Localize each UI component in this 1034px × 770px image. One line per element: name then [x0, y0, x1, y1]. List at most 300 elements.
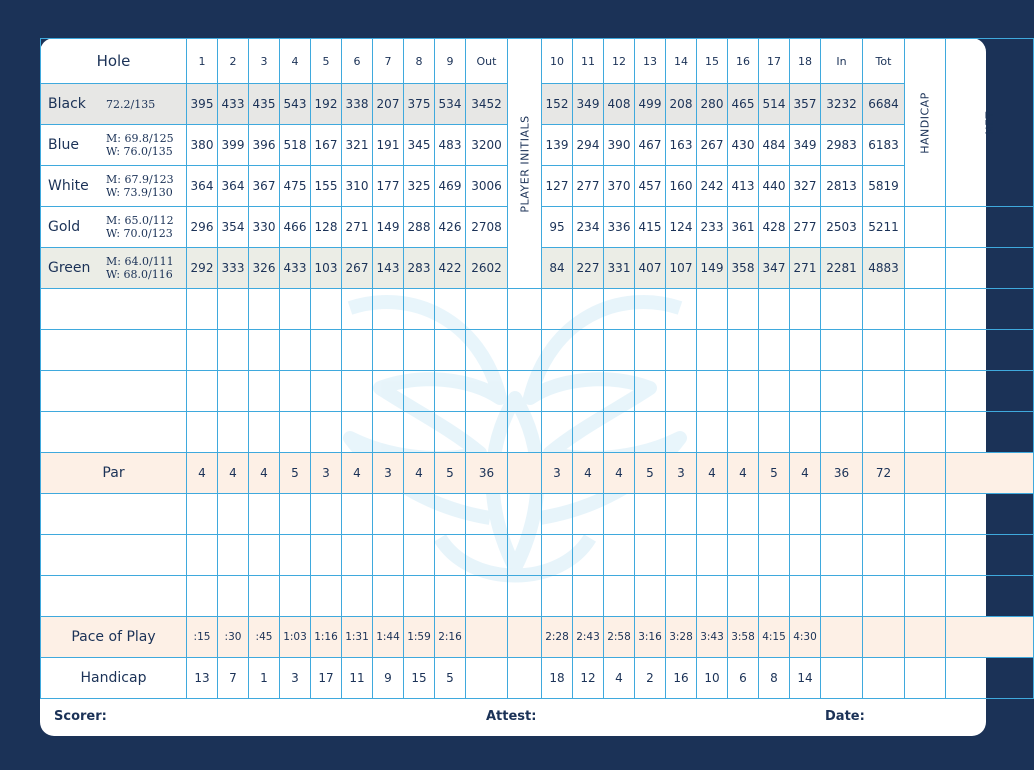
tee-label-cell: [41, 125, 187, 166]
par-cell: 3: [373, 453, 404, 494]
yardage-cell: 167: [311, 125, 342, 166]
yardage-cell: 283: [404, 248, 435, 289]
yardage-cell: 267: [342, 248, 373, 289]
in-score-cell[interactable]: [821, 576, 863, 617]
tee-rating-line: W: 70.0/123: [106, 227, 173, 240]
pace-cell: 4:30: [790, 617, 821, 658]
score-cell[interactable]: [218, 371, 249, 412]
yardage-cell: 375: [404, 84, 435, 125]
score-cell[interactable]: [249, 330, 280, 371]
score-cell[interactable]: [542, 289, 573, 330]
score-cell[interactable]: [697, 289, 728, 330]
score-cell[interactable]: [187, 330, 218, 371]
score-cell[interactable]: [373, 535, 404, 576]
tot-yardage: 4883: [863, 248, 905, 289]
score-cell[interactable]: [373, 330, 404, 371]
par-cell: 4: [604, 453, 635, 494]
tee-rating-line: W: 76.0/135: [106, 145, 173, 158]
player-score-row: [41, 371, 1034, 412]
yardage-cell: 514: [759, 84, 790, 125]
score-cell[interactable]: [435, 494, 466, 535]
score-cell[interactable]: [280, 289, 311, 330]
score-cell[interactable]: [249, 412, 280, 453]
score-cell[interactable]: [728, 494, 759, 535]
hole-number: 9: [435, 39, 466, 84]
handicap-score-cell[interactable]: [905, 576, 946, 617]
handicap-score-cell: [905, 617, 946, 658]
score-cell[interactable]: [311, 371, 342, 412]
handicap-cell: 2: [635, 658, 666, 699]
handicap-cell: 14: [790, 658, 821, 699]
score-cell[interactable]: [666, 371, 697, 412]
score-cell[interactable]: [666, 494, 697, 535]
score-cell[interactable]: [218, 576, 249, 617]
yardage-cell: 407: [635, 248, 666, 289]
handicap-cell: 6: [728, 658, 759, 699]
net-score-cell[interactable]: [946, 535, 1034, 576]
score-cell[interactable]: [604, 494, 635, 535]
score-cell[interactable]: [604, 412, 635, 453]
player-name-cell[interactable]: [41, 371, 187, 412]
handicap-out: [466, 658, 508, 699]
player-name-cell[interactable]: [41, 535, 187, 576]
initials-cell: [508, 617, 542, 658]
tee-name: Black: [48, 96, 86, 112]
yardage-cell: 331: [604, 248, 635, 289]
signature-footer: [40, 696, 986, 736]
pace-cell: 1:59: [404, 617, 435, 658]
yardage-cell: 277: [573, 166, 604, 207]
par-label: Par: [41, 453, 187, 494]
score-cell[interactable]: [404, 494, 435, 535]
initials-cell[interactable]: [508, 412, 542, 453]
score-cell[interactable]: [759, 576, 790, 617]
pace-cell: :15: [187, 617, 218, 658]
score-cell[interactable]: [280, 412, 311, 453]
score-cell[interactable]: [790, 289, 821, 330]
tot-header: Tot: [863, 39, 905, 84]
out-score-cell[interactable]: [466, 289, 508, 330]
initials-cell[interactable]: [508, 494, 542, 535]
par-cell: 4: [249, 453, 280, 494]
pace-cell: 2:43: [573, 617, 604, 658]
tot-score-cell[interactable]: [863, 535, 905, 576]
score-cell[interactable]: [790, 330, 821, 371]
score-cell[interactable]: [435, 289, 466, 330]
yardage-cell: 294: [573, 125, 604, 166]
score-cell[interactable]: [790, 371, 821, 412]
par-cell: 4: [342, 453, 373, 494]
score-cell[interactable]: [280, 535, 311, 576]
handicap-score-cell[interactable]: [905, 207, 946, 248]
score-cell[interactable]: [790, 494, 821, 535]
out-yardage: 2708: [466, 207, 508, 248]
score-cell[interactable]: [249, 371, 280, 412]
score-cell[interactable]: [790, 576, 821, 617]
score-cell[interactable]: [759, 330, 790, 371]
yardage-cell: 361: [728, 207, 759, 248]
player-name-cell[interactable]: [41, 576, 187, 617]
yardage-cell: 271: [790, 248, 821, 289]
out-score-cell[interactable]: [466, 412, 508, 453]
score-cell[interactable]: [311, 330, 342, 371]
in-yardage: 2983: [821, 125, 863, 166]
tee-rating: [106, 173, 174, 199]
score-cell[interactable]: [373, 289, 404, 330]
net-score-cell[interactable]: [946, 330, 1034, 371]
score-cell[interactable]: [280, 330, 311, 371]
handicap-cell: 10: [697, 658, 728, 699]
score-cell[interactable]: [635, 330, 666, 371]
player-name-cell[interactable]: [41, 289, 187, 330]
score-cell[interactable]: [759, 494, 790, 535]
score-cell[interactable]: [666, 289, 697, 330]
score-cell[interactable]: [187, 494, 218, 535]
handicap-score-cell[interactable]: [905, 412, 946, 453]
player-score-row: [41, 412, 1034, 453]
score-cell[interactable]: [249, 576, 280, 617]
score-cell[interactable]: [635, 494, 666, 535]
score-cell[interactable]: [697, 535, 728, 576]
score-cell[interactable]: [666, 535, 697, 576]
tot-score-cell[interactable]: [863, 412, 905, 453]
score-cell[interactable]: [187, 371, 218, 412]
net-score-cell[interactable]: [946, 289, 1034, 330]
tee-label-cell: [41, 84, 187, 125]
handicap-cell: 16: [666, 658, 697, 699]
score-cell[interactable]: [218, 494, 249, 535]
score-cell[interactable]: [604, 289, 635, 330]
score-cell[interactable]: [573, 535, 604, 576]
net-score-cell[interactable]: [946, 576, 1034, 617]
score-cell[interactable]: [728, 576, 759, 617]
score-cell[interactable]: [573, 494, 604, 535]
score-cell[interactable]: [373, 371, 404, 412]
pace-cell: 3:43: [697, 617, 728, 658]
yardage-cell: 422: [435, 248, 466, 289]
score-cell[interactable]: [187, 535, 218, 576]
score-cell[interactable]: [759, 289, 790, 330]
handicap-score-cell[interactable]: [905, 535, 946, 576]
score-cell[interactable]: [373, 412, 404, 453]
handicap-score-cell[interactable]: [905, 371, 946, 412]
score-cell[interactable]: [542, 494, 573, 535]
score-cell[interactable]: [342, 330, 373, 371]
tot-yardage: 6684: [863, 84, 905, 125]
score-cell[interactable]: [573, 576, 604, 617]
net-header: NET: [983, 110, 996, 135]
score-cell[interactable]: [280, 494, 311, 535]
net-score-cell[interactable]: [946, 494, 1034, 535]
score-cell[interactable]: [573, 371, 604, 412]
pace-label: Pace of Play: [41, 617, 187, 658]
score-cell[interactable]: [635, 535, 666, 576]
score-cell[interactable]: [342, 371, 373, 412]
score-cell[interactable]: [435, 371, 466, 412]
score-cell[interactable]: [666, 412, 697, 453]
score-cell[interactable]: [435, 576, 466, 617]
attest-label: Attest:: [486, 709, 537, 724]
yardage-cell: 358: [728, 248, 759, 289]
yardage-cell: 292: [187, 248, 218, 289]
out-score-cell[interactable]: [466, 576, 508, 617]
score-cell[interactable]: [435, 535, 466, 576]
hole-number: 15: [697, 39, 728, 84]
score-cell[interactable]: [697, 576, 728, 617]
player-score-row: [41, 576, 1034, 617]
yardage-cell: 408: [604, 84, 635, 125]
score-cell[interactable]: [311, 412, 342, 453]
yardage-cell: 435: [249, 84, 280, 125]
yardage-cell: 325: [404, 166, 435, 207]
out-score-cell[interactable]: [466, 494, 508, 535]
score-cell[interactable]: [604, 371, 635, 412]
score-cell[interactable]: [249, 494, 280, 535]
score-cell[interactable]: [604, 576, 635, 617]
yardage-cell: 354: [218, 207, 249, 248]
score-cell[interactable]: [342, 576, 373, 617]
player-name-cell[interactable]: [41, 494, 187, 535]
yardage-cell: 543: [280, 84, 311, 125]
score-cell[interactable]: [542, 412, 573, 453]
score-cell[interactable]: [404, 289, 435, 330]
score-cell[interactable]: [404, 330, 435, 371]
in-score-cell[interactable]: [821, 371, 863, 412]
score-cell[interactable]: [759, 412, 790, 453]
yardage-cell: 149: [697, 248, 728, 289]
score-cell[interactable]: [790, 535, 821, 576]
score-cell[interactable]: [666, 330, 697, 371]
yardage-cell: 349: [573, 84, 604, 125]
net-score-cell[interactable]: [946, 412, 1034, 453]
tee-rating-line: M: 67.9/123: [106, 173, 174, 186]
score-cell[interactable]: [218, 412, 249, 453]
tot-score-cell[interactable]: [863, 289, 905, 330]
score-cell[interactable]: [342, 494, 373, 535]
net-score-cell[interactable]: [946, 371, 1034, 412]
score-cell[interactable]: [697, 412, 728, 453]
score-cell[interactable]: [604, 535, 635, 576]
in-yardage: 2503: [821, 207, 863, 248]
par-cell: 4: [728, 453, 759, 494]
tee-name: Blue: [48, 137, 79, 153]
score-cell[interactable]: [604, 330, 635, 371]
tee-rating: [106, 255, 174, 281]
score-cell[interactable]: [218, 330, 249, 371]
in-score-cell[interactable]: [821, 494, 863, 535]
score-cell[interactable]: [404, 576, 435, 617]
yardage-cell: 467: [635, 125, 666, 166]
par-cell: 5: [280, 453, 311, 494]
out-yardage: 3200: [466, 125, 508, 166]
score-cell[interactable]: [187, 412, 218, 453]
par-cell: 4: [404, 453, 435, 494]
scorecard-grid: [40, 38, 1034, 699]
score-cell[interactable]: [635, 289, 666, 330]
out-header: Out: [466, 39, 508, 84]
tot-score-cell[interactable]: [863, 576, 905, 617]
tee-rating-line: M: 65.0/112: [106, 214, 174, 227]
pace-cell: 3:16: [635, 617, 666, 658]
tot-yardage: 5211: [863, 207, 905, 248]
par-cell: 4: [697, 453, 728, 494]
handicap-row: [41, 658, 1034, 699]
score-cell[interactable]: [404, 412, 435, 453]
out-score-cell[interactable]: [466, 535, 508, 576]
par-cell: 4: [187, 453, 218, 494]
handicap-score-cell: [905, 453, 946, 494]
handicap-score-cell[interactable]: [905, 248, 946, 289]
handicap-cell: 12: [573, 658, 604, 699]
scorer-label: Scorer:: [54, 709, 107, 724]
in-score-cell[interactable]: [821, 412, 863, 453]
score-cell[interactable]: [759, 371, 790, 412]
score-cell[interactable]: [728, 371, 759, 412]
score-cell[interactable]: [280, 371, 311, 412]
score-cell[interactable]: [635, 576, 666, 617]
score-cell[interactable]: [635, 412, 666, 453]
in-score-cell[interactable]: [821, 330, 863, 371]
yardage-cell: 177: [373, 166, 404, 207]
score-cell[interactable]: [542, 371, 573, 412]
score-cell[interactable]: [542, 535, 573, 576]
tee-label-cell: [41, 248, 187, 289]
score-cell[interactable]: [404, 371, 435, 412]
yardage-cell: 430: [728, 125, 759, 166]
handicap-cell: 17: [311, 658, 342, 699]
score-cell[interactable]: [187, 289, 218, 330]
tee-name: Green: [48, 260, 91, 276]
handicap-cell: 8: [759, 658, 790, 699]
score-cell[interactable]: [218, 289, 249, 330]
yardage-cell: 433: [280, 248, 311, 289]
yardage-cell: 330: [249, 207, 280, 248]
score-cell[interactable]: [218, 535, 249, 576]
score-cell[interactable]: [404, 535, 435, 576]
score-cell[interactable]: [542, 576, 573, 617]
net-score-cell[interactable]: [946, 207, 1034, 248]
out-score-cell[interactable]: [466, 371, 508, 412]
pace-cell: 3:28: [666, 617, 697, 658]
yardage-cell: 127: [542, 166, 573, 207]
player-score-row: [41, 494, 1034, 535]
yardage-cell: 124: [666, 207, 697, 248]
tot-score-cell[interactable]: [863, 371, 905, 412]
par-cell: 4: [790, 453, 821, 494]
tee-label-cell: [41, 207, 187, 248]
yardage-cell: 271: [342, 207, 373, 248]
score-cell[interactable]: [790, 412, 821, 453]
handicap-tot: [863, 658, 905, 699]
initials-cell[interactable]: [508, 371, 542, 412]
score-cell[interactable]: [697, 494, 728, 535]
hole-number: 5: [311, 39, 342, 84]
yardage-cell: 149: [373, 207, 404, 248]
score-cell[interactable]: [635, 371, 666, 412]
out-yardage: 3006: [466, 166, 508, 207]
initials-cell[interactable]: [508, 289, 542, 330]
pace-cell: 1:16: [311, 617, 342, 658]
player-name-cell[interactable]: [41, 330, 187, 371]
yardage-cell: 357: [790, 84, 821, 125]
tee-rating-line: 72.2/135: [106, 97, 156, 111]
handicap-score-cell[interactable]: [905, 494, 946, 535]
hole-number: 16: [728, 39, 759, 84]
handicap-score-cell[interactable]: [905, 289, 946, 330]
initials-cell[interactable]: [508, 535, 542, 576]
score-cell[interactable]: [373, 576, 404, 617]
score-cell[interactable]: [573, 289, 604, 330]
initials-cell[interactable]: [508, 576, 542, 617]
header-row: [41, 39, 1034, 84]
score-cell[interactable]: [573, 412, 604, 453]
yardage-cell: 415: [635, 207, 666, 248]
score-cell[interactable]: [342, 535, 373, 576]
hole-number: 17: [759, 39, 790, 84]
score-cell[interactable]: [311, 494, 342, 535]
score-cell[interactable]: [342, 289, 373, 330]
pace-of-play-row: [41, 617, 1034, 658]
player-name-cell[interactable]: [41, 412, 187, 453]
score-cell[interactable]: [542, 330, 573, 371]
score-cell[interactable]: [373, 494, 404, 535]
initials-cell[interactable]: [508, 330, 542, 371]
in-score-cell[interactable]: [821, 289, 863, 330]
in-score-cell[interactable]: [821, 535, 863, 576]
score-cell[interactable]: [311, 289, 342, 330]
score-cell[interactable]: [187, 576, 218, 617]
pace-cell: 3:58: [728, 617, 759, 658]
yardage-cell: 207: [373, 84, 404, 125]
yardage-cell: 349: [790, 125, 821, 166]
tot-score-cell[interactable]: [863, 330, 905, 371]
net-score-cell[interactable]: [946, 248, 1034, 289]
score-cell[interactable]: [697, 330, 728, 371]
pace-cell: :45: [249, 617, 280, 658]
out-score-cell[interactable]: [466, 330, 508, 371]
tee-rating-line: M: 64.0/111: [106, 255, 174, 268]
tot-score-cell[interactable]: [863, 494, 905, 535]
handicap-label: Handicap: [41, 658, 187, 699]
score-cell[interactable]: [311, 576, 342, 617]
tee-rating: [106, 132, 174, 158]
yardage-cell: 103: [311, 248, 342, 289]
score-cell[interactable]: [249, 535, 280, 576]
yardage-cell: 327: [790, 166, 821, 207]
score-cell[interactable]: [311, 535, 342, 576]
score-cell[interactable]: [728, 330, 759, 371]
score-cell[interactable]: [697, 371, 728, 412]
score-cell[interactable]: [435, 412, 466, 453]
score-cell[interactable]: [280, 576, 311, 617]
hole-number: 10: [542, 39, 573, 84]
score-cell[interactable]: [728, 412, 759, 453]
score-cell[interactable]: [342, 412, 373, 453]
date-label: Date:: [825, 709, 865, 724]
pace-cell: :30: [218, 617, 249, 658]
yardage-cell: 465: [728, 84, 759, 125]
handicap-score-cell[interactable]: [905, 330, 946, 371]
score-cell[interactable]: [728, 289, 759, 330]
yardage-cell: 163: [666, 125, 697, 166]
score-cell[interactable]: [728, 535, 759, 576]
score-cell[interactable]: [666, 576, 697, 617]
yardage-cell: 95: [542, 207, 573, 248]
score-cell[interactable]: [435, 330, 466, 371]
score-cell[interactable]: [759, 535, 790, 576]
score-cell[interactable]: [249, 289, 280, 330]
score-cell[interactable]: [573, 330, 604, 371]
